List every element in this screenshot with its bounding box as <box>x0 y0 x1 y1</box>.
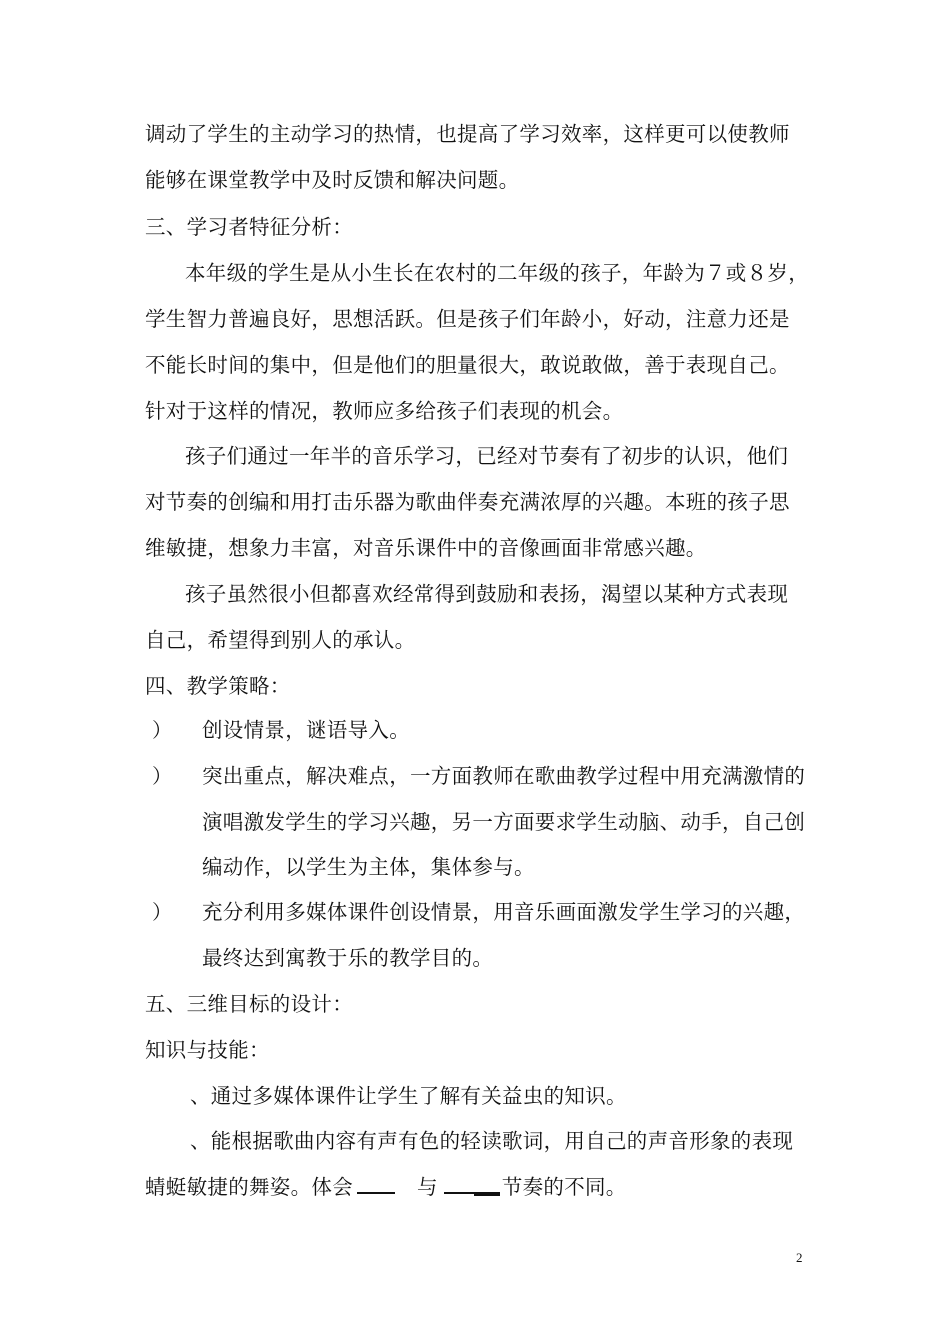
list-marker: ） <box>152 718 172 742</box>
paragraph-line: 学生智力普遍良好，思想活跃。但是孩子们年龄小，好动，注意力还是 <box>145 307 790 331</box>
list-item: 充分利用多媒体课件创设情景，用音乐画面激发学生学习的兴趣， <box>202 900 806 924</box>
objective-item-continuation <box>145 1173 805 1201</box>
fill-in-blank <box>357 1174 395 1194</box>
list-marker: ） <box>152 900 172 924</box>
paragraph-line: 不能长时间的集中，但是他们的胆量很大，敢说敢做，善于表现自己。 <box>145 353 790 377</box>
section-heading-learner-analysis: 三、学习者特征分析： <box>145 215 353 239</box>
list-item-continuation: 编动作，以学生为主体，集体参与。 <box>202 855 535 879</box>
paragraph-line: 维敏捷，想象力丰富，对音乐课件中的音像画面非常感兴趣。 <box>145 536 707 560</box>
paragraph-line: 孩子虽然很小但都喜欢经常得到鼓励和表扬，渴望以某种方式表现 <box>185 582 789 606</box>
blank-underline-stub <box>474 1194 500 1196</box>
paragraph-line: 对节奏的创编和用打击乐器为歌曲伴奏充满浓厚的兴趣。本班的孩子思 <box>145 490 790 514</box>
list-item: 突出重点，解决难点，一方面教师在歌曲教学过程中用充满激情的 <box>202 764 806 788</box>
paragraph-line: 能够在课堂教学中及时反馈和解决问题。 <box>145 168 520 192</box>
paragraph-line: 自己，希望得到别人的承认。 <box>145 628 416 652</box>
paragraph-line: 调动了学生的主动学习的热情，也提高了学习效率，这样更可以使教师 <box>145 122 790 146</box>
paragraph-line: 针对于这样的情况，教师应多给孩子们表现的机会。 <box>145 399 624 423</box>
section-heading-objectives: 五、三维目标的设计： <box>145 992 353 1016</box>
objective-item: 、能根据歌曲内容有声有色的轻读歌词，用自己的声音形象的表现 <box>190 1129 794 1153</box>
list-item-continuation: 演唱激发学生的学习兴趣，另一方面要求学生动脑、动手，自己创 <box>202 810 806 834</box>
list-item: 创设情景，谜语导入。 <box>202 718 410 742</box>
text-segment: 与 <box>417 1175 438 1199</box>
text-segment: 节奏的不同。 <box>501 1175 627 1199</box>
sub-heading-knowledge-skills: 知识与技能： <box>145 1038 270 1062</box>
objective-item: 、通过多媒体课件让学生了解有关益虫的知识。 <box>190 1084 627 1108</box>
paragraph-line: 孩子们通过一年半的音乐学习，已经对节奏有了初步的认识，他们 <box>185 444 789 468</box>
section-heading-teaching-strategy: 四、教学策略： <box>145 674 291 698</box>
list-marker: ） <box>152 764 172 788</box>
page-number: 2 <box>796 1250 803 1265</box>
list-item-continuation: 最终达到寓教于乐的教学目的。 <box>202 946 494 970</box>
text-segment: 蜻蜓敏捷的舞姿。体会 <box>145 1175 353 1199</box>
paragraph-line: 本年级的学生是从小生长在农村的二年级的孩子，年龄为７或８岁， <box>185 261 809 285</box>
fill-in-blank <box>444 1174 500 1194</box>
